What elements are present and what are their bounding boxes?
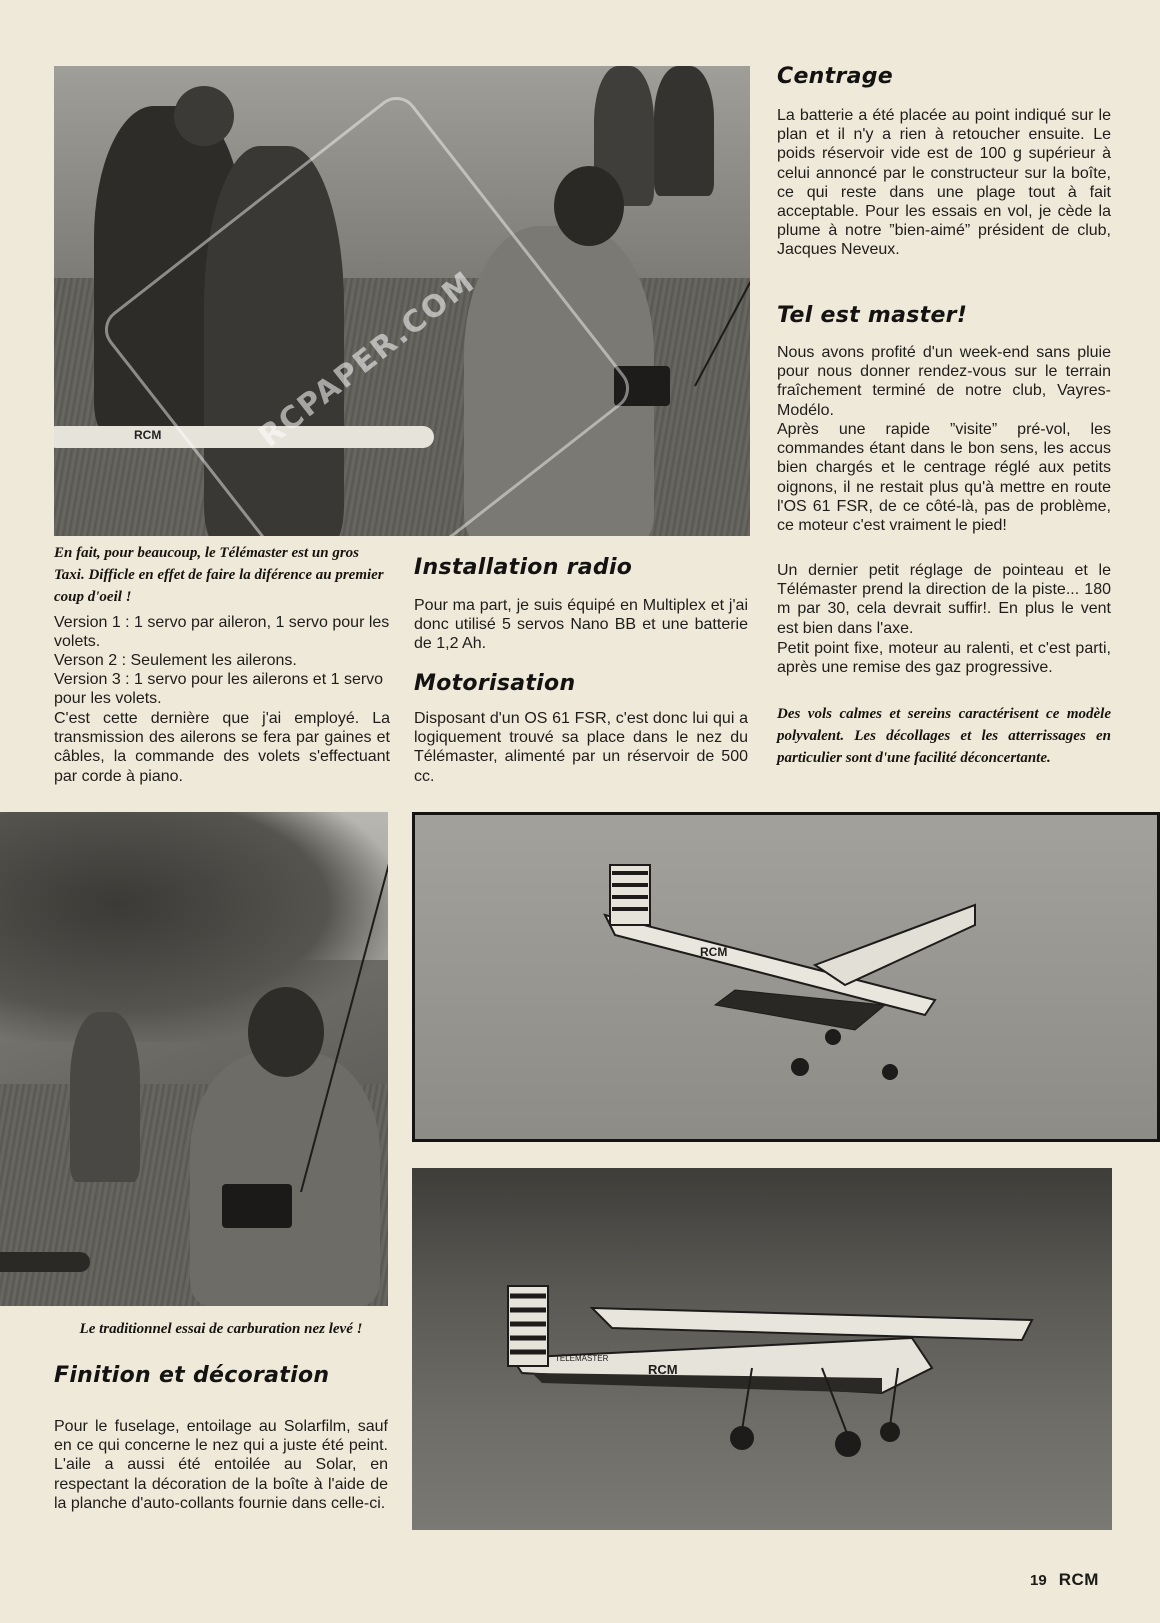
plane-wheel	[825, 1029, 841, 1045]
plane-wheel	[835, 1431, 861, 1457]
plane-marking: RCM	[648, 1362, 678, 1377]
plane-wheel	[880, 1422, 900, 1442]
page-footer	[1030, 1570, 1099, 1590]
magazine-brand: RCM	[1058, 1570, 1099, 1589]
pilot-figure	[190, 1052, 380, 1306]
photo-plane-flight	[412, 812, 1160, 1142]
heading-master: Tel est master!	[777, 303, 968, 328]
heading-installation-radio: Installation radio	[414, 555, 633, 580]
pilot-head	[554, 166, 624, 246]
pilot-head	[248, 987, 324, 1077]
plane-wing	[815, 905, 975, 985]
plane-marking: RCM	[700, 945, 728, 959]
motorisation-body: Disposant d'un OS 61 FSR, c'est donc lui qui a logiquement trouvé sa place dans le nez du Télémaster, alimenté par un réservoir de 500 cc.	[414, 710, 748, 785]
finition-body: Pour le fuselage, entoilage au Solarfilm, sauf en ce qui concerne le nez qui a juste été peint. L'aile a aussi été entoilée au Solar, en respectant la décoration de la boîte à l'aide de la planche d'auto-collants fournie dans celle-ci.	[54, 1418, 388, 1512]
transmitter	[222, 1184, 292, 1228]
version-2-text: Verson 2 : Seulement les ailerons.	[54, 652, 297, 669]
heading-motorisation: Motorisation	[414, 671, 576, 696]
servo-choice-text: C'est cette dernière que j'ai employé. La transmission des ailerons se fera par gaines et câbles, la commande des volets s'effectuant par corde à piano.	[54, 710, 390, 785]
plane-wheel	[730, 1426, 754, 1450]
master-paragraph-1: Nous avons profité d'un week-end sans pluie pour nous donner rendez-vous sur le terrain fraîchement terminé de notre club, Vayres-Modélo.	[777, 344, 1111, 419]
master-paragraph-3: Un dernier petit réglage de pointeau et le Télémaster prend la direction de la piste... 180 m par 30, cela devrait suffir!. En plus le vent est bien dans l'axe.	[777, 562, 1111, 637]
plane-wheel	[791, 1058, 809, 1076]
photo-pilot-standing	[0, 812, 388, 1306]
spectator-figure	[70, 1012, 140, 1182]
page-number: 19	[1030, 1572, 1047, 1589]
version-1-text: Version 1 : 1 servo par aileron, 1 servo pour les volets.	[54, 614, 390, 651]
master-paragraph-4: Petit point fixe, moteur au ralenti, et c'est parti, après une remise des gaz progressive.	[777, 640, 1111, 677]
installation-radio-body: Pour ma part, je suis équipé en Multiplex et j'ai donc utilisé 5 servos Nano BB et une batterie de 1,2 Ah.	[414, 597, 748, 653]
tree-foliage	[0, 812, 388, 1042]
plane-flight-illustration	[415, 815, 1160, 1142]
master-paragraph-2: Après une rapide ”visite” pré-vol, les commandes étant dans le bon sens, les accus bien chargés et le centrage réglé aux petits oignons, il ne restait plus qu'à mettre en route l'OS 61 FSR, de ce côté-là, pas de problème, ce moteur c'est vraiment le pied!	[777, 421, 1111, 535]
top-photo-caption: En fait, pour beaucoup, le Télémaster est un gros Taxi. Difficle en effet de faire la diférence au premier coup d'oeil !	[54, 545, 384, 605]
carburation-caption: Le traditionnel essai de carburation nez levé !	[79, 1321, 363, 1337]
plane-landing-illustration	[412, 1168, 1112, 1530]
master-photo-caption: Des vols calmes et sereins caractérisent ce modèle polyvalent. Les décollages et les atterrissages en particulier sont d'une facilité déconcertante.	[777, 706, 1111, 766]
centrage-body: La batterie a été placée au point indiqué sur le plan et il n'y a rien à retoucher ensuite. Le poids réservoir vide est de 100 g supérieur à celui annoncé par le constructeur sur la boîte, ce qui reste dans une plage tout à fait acceptable. Pour les essais en vol, je cède la plume à notre ”bien-aimé” président de club, Jacques Neveux.	[777, 107, 1111, 259]
plane-wing	[592, 1308, 1032, 1340]
spectator-figure	[654, 66, 714, 196]
version-3-text: Version 3 : 1 servo pour les ailerons et 1 servo pour les volets.	[54, 671, 384, 708]
plane-wheel	[882, 1064, 898, 1080]
model-plane-nose	[0, 1252, 90, 1272]
photo-plane-landing	[412, 1168, 1112, 1530]
heading-centrage: Centrage	[777, 64, 894, 89]
watermark-text: RCPAPER.COM	[252, 263, 482, 455]
heading-finition: Finition et décoration	[54, 1363, 330, 1388]
model-plane-marking: RCM	[134, 428, 162, 442]
photo-pilot-kneeling	[54, 66, 750, 536]
fin-lettering: TÉLÉMASTER	[555, 1354, 609, 1363]
spectator-head	[174, 86, 234, 146]
